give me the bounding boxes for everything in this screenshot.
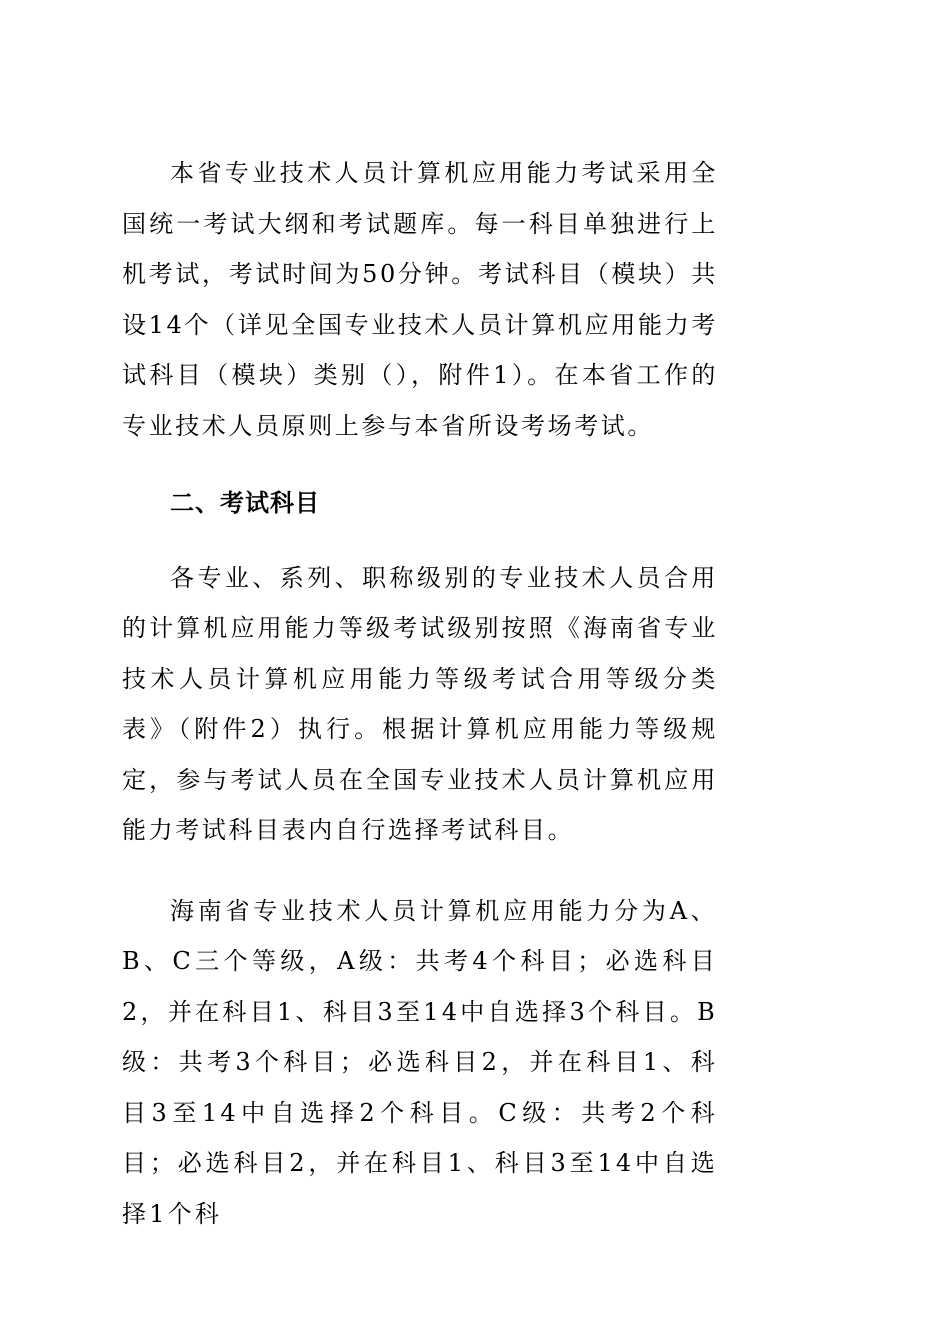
section-heading-exam-subjects: 二、考试科目 [170, 489, 320, 517]
paragraph-grade-levels: 海南省专业技术人员计算机应用能力分为A、B、C三个等级，A级：共考4个科目；必选科目2，并在科目1、科目3至14中自选择3个科目。B级：共考3个科目；必选科目2，并在科目1、科目3至14中自选择2个科目。C级：共考2个科目；必选科目2，并在科目1、科目3至14中自选择1个科 [122, 896, 718, 1228]
paragraph-subject-selection: 各专业、系列、职称级别的专业技术人员合用的计算机应用能力等级考试级别按照《海南省专业技术人员计算机应用能力等级考试合用等级分类表》（附件2）执行。根据计算机应用能力等级规定，参与考试人员在全国专业技术人员计算机应用能力考试科目表内自行选择考试科目。 [122, 563, 718, 844]
document-body [122, 148, 718, 1239]
paragraph-exam-overview: 本省专业技术人员计算机应用能力考试采用全国统一考试大纲和考试题库。每一科目单独进行上机考试，考试时间为50分钟。考试科目（模块）共设14个（详见全国专业技术人员计算机应用能力考试科目（模块）类别（），附件1）。在本省工作的专业技术人员原则上参与本省所设考场考试。 [122, 159, 718, 440]
